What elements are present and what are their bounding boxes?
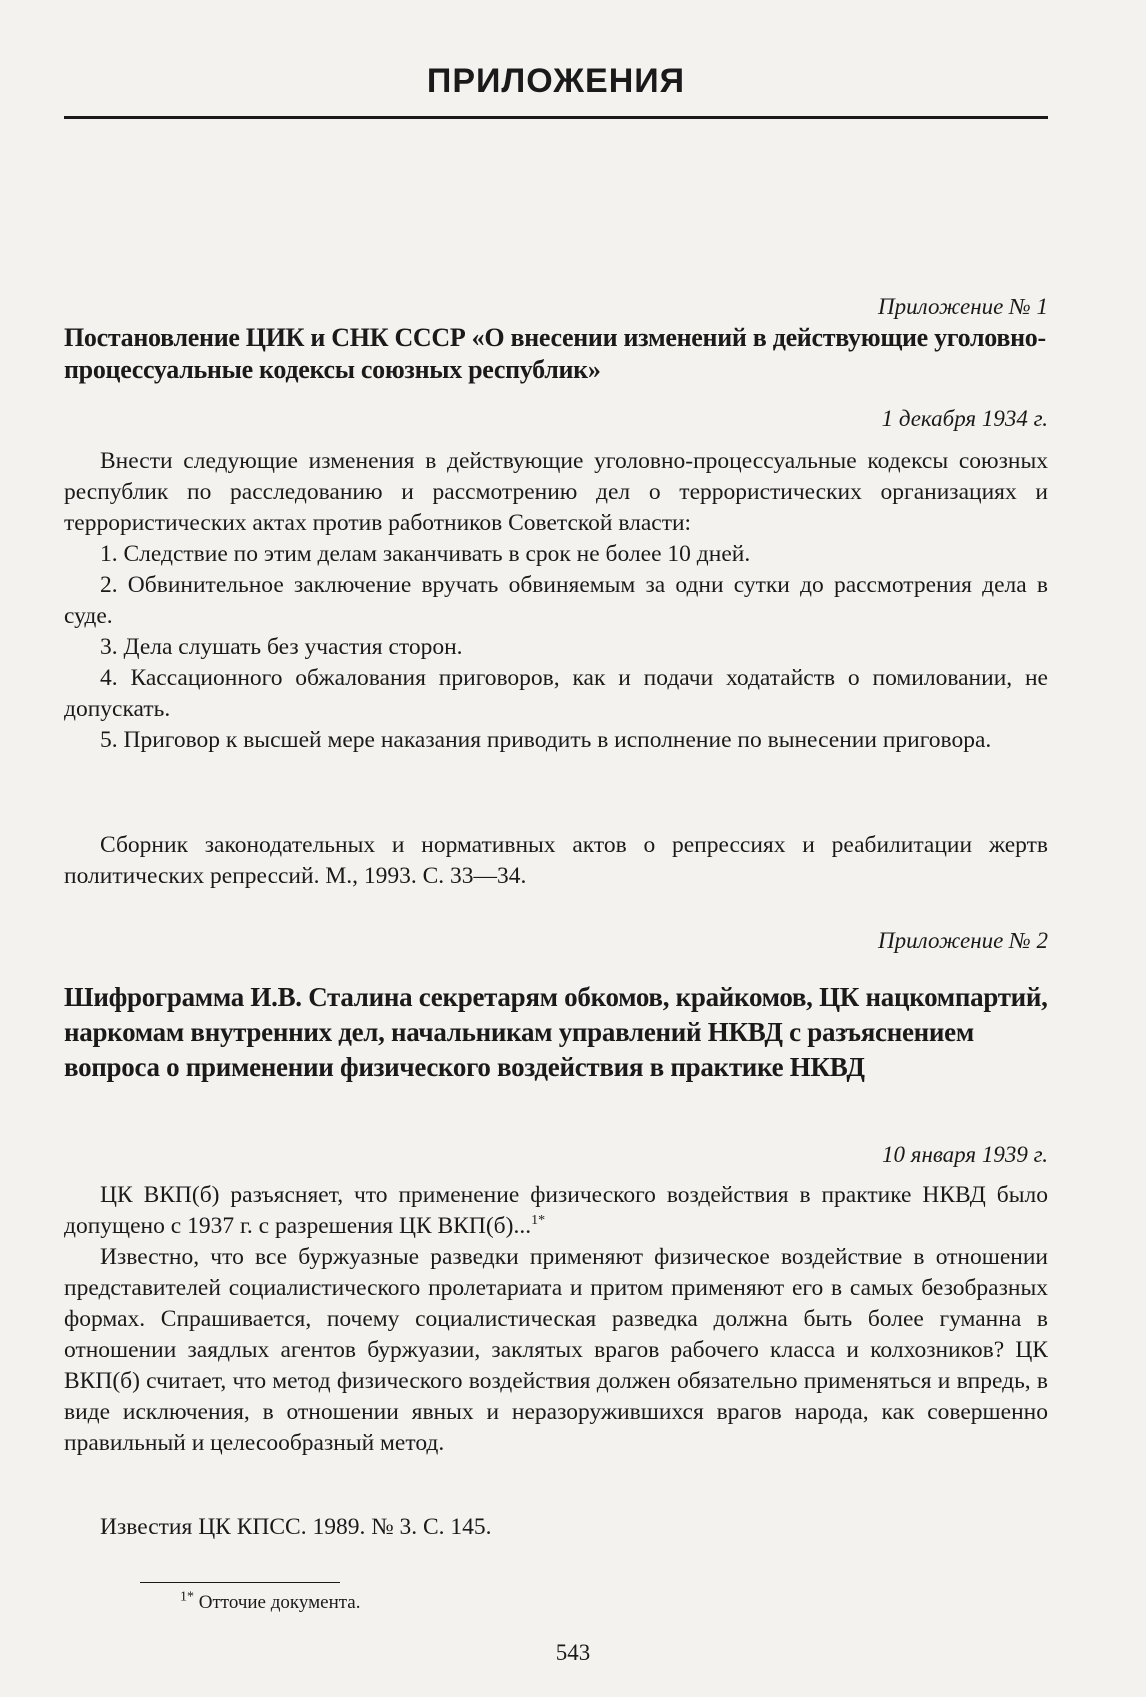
footnote — [180, 1589, 361, 1614]
appendix-2-paragraph-1-text: ЦК ВКП(б) разъясняет, что применение физического воздействия в практике НКВД было допущено с 1937 г. с разрешения ЦК ВКП(б)... — [64, 1182, 1048, 1239]
appendix-1-item-1: 1. Следствие по этим делам заканчивать в срок не более 10 дней. — [100, 541, 751, 567]
appendix-2-paragraph-1 — [64, 1180, 1048, 1242]
appendix-2-title: Шифрограмма И.В. Сталина секретарям обкомов, крайкомов, ЦК нацкомпартий, наркомам внутренних дел, начальникам управлений НКВД с разъяснением вопроса о применении физического воздействия в практике НКВД — [64, 982, 1048, 1082]
appendix-2-date: 10 января 1939 г. — [882, 1142, 1048, 1167]
appendix-2-label: Приложение № 2 — [878, 928, 1048, 953]
header-rule — [64, 116, 1048, 119]
page-number: 543 — [555, 1640, 591, 1665]
appendix-1-source: Сборник законодательных и нормативных актов о репрессиях и реабилитации жертв политических репрессий. М., 1993. С. 33—34. — [64, 832, 1048, 889]
appendix-1-item-3: 3. Дела слушать без участия сторон. — [100, 634, 463, 660]
appendix-1-body — [64, 446, 1048, 756]
appendix-2-body — [64, 1180, 1048, 1459]
appendix-1-item-5: 5. Приговор к высшей мере наказания приводить в исполнение по вынесении приговора. — [100, 727, 992, 753]
appendix-1-item-2: 2. Обвинительное заключение вручать обвиняемым за одни сутки до рассмотрения дела в суде. — [64, 572, 1048, 629]
appendix-1-label: Приложение № 1 — [878, 294, 1048, 319]
appendix-2-paragraph-2: Известно, что все буржуазные разведки применяют физическое воздействие в отношении представителей социалистического пролетариата и притом применяют его в самых безобразных формах. Спрашивается, почему социалистическая разведка должна быть более гуманна в отношении заядлых агентов буржуазии, заклятых врагов рабочего класса и колхозников? ЦК ВКП(б) считает, что метод физического воздействия должен обязательно применяться и впредь, в виде исключения, в отношении явных и неразоружившихся врагов народа, как совершенно правильный и целесообразный метод. — [64, 1244, 1048, 1456]
footnote-marker: 1* — [180, 1589, 194, 1605]
footnote-reference: 1* — [531, 1213, 546, 1229]
running-head: ПРИЛОЖЕНИЯ — [426, 62, 686, 100]
appendix-2-source: Известия ЦК КПСС. 1989. № 3. С. 145. — [100, 1514, 492, 1540]
appendix-1-title: Постановление ЦИК и СНК СССР «О внесении изменений в действующие уголовно-процессуальные кодексы союзных республик» — [64, 323, 1046, 384]
appendix-1-item-4: 4. Кассационного обжалования приговоров, как и подачи ходатайств о помиловании, не допускать. — [64, 665, 1048, 722]
footnote-text: Отточие документа. — [198, 1592, 361, 1613]
footnote-rule — [140, 1582, 340, 1583]
appendix-1-date: 1 декабря 1934 г. — [881, 406, 1048, 431]
appendix-1-intro: Внести следующие изменения в действующие уголовно-процессуальные кодексы союзных республик по расследованию и рассмотрению дел о террористических организациях и террористических актах против работников Советской власти: — [64, 448, 1048, 536]
